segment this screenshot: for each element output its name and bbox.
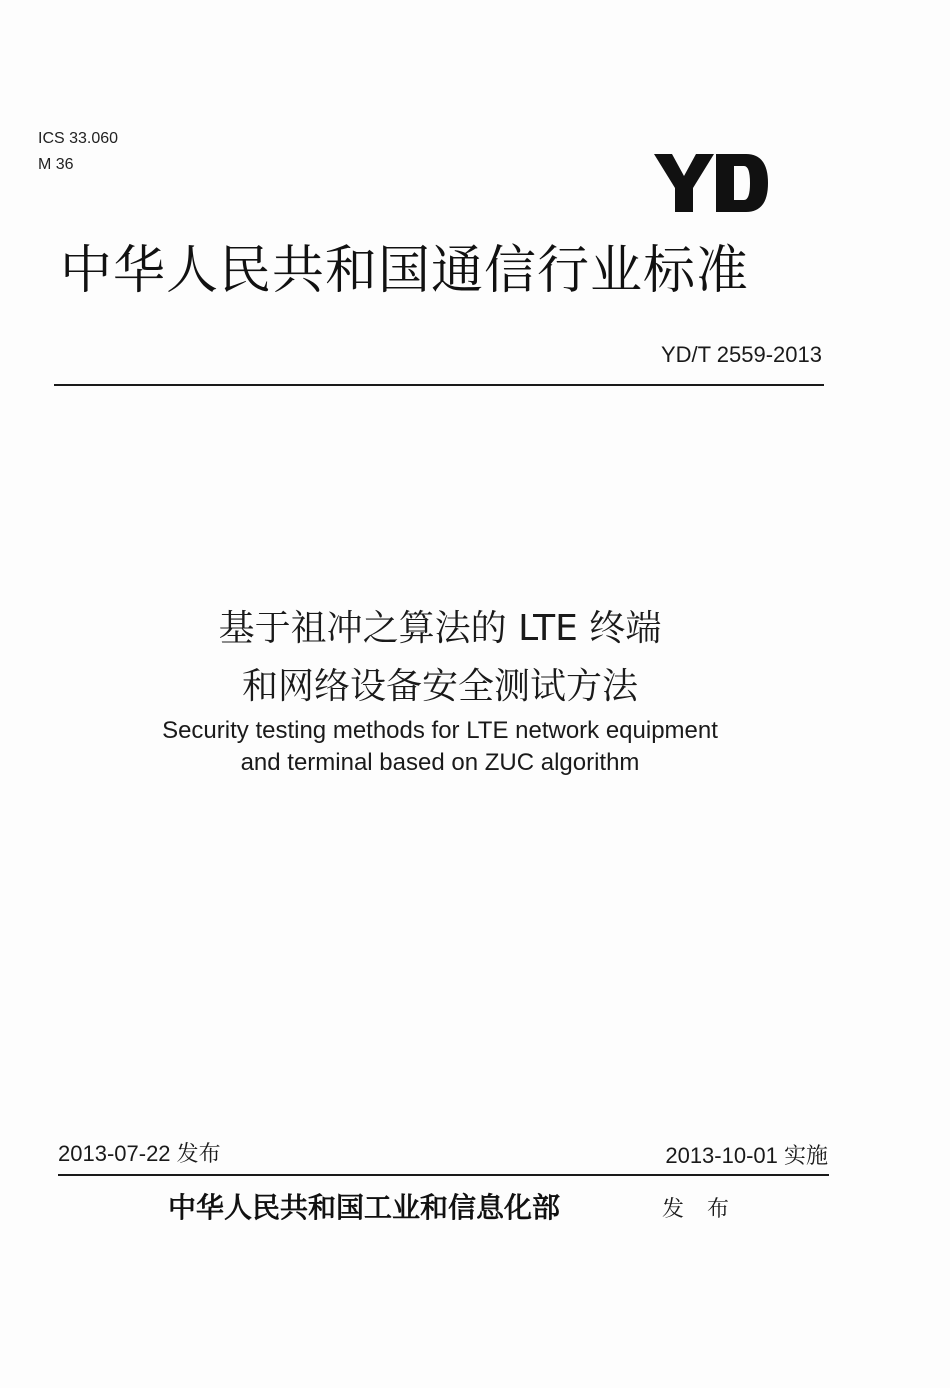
issuing-authority: 中华人民共和国工业和信息化部 — [168, 1191, 561, 1224]
footer-divider — [58, 1174, 829, 1176]
issue-date: 2013-07-22 发布 — [58, 1141, 221, 1166]
implementation-date: 2013-10-01 实施 — [665, 1143, 828, 1168]
org-title: 中华人民共和国通信行业标准 — [60, 241, 750, 301]
chinese-title-line-2: 和网络设备安全测试方法 — [241, 666, 638, 707]
chinese-title-line-1: 基于祖冲之算法的 LTE 终端 — [218, 608, 662, 649]
english-title-line-1: Security testing methods for LTE network equipment — [162, 717, 718, 744]
standard-number: YD/T 2559-2013 — [660, 342, 822, 367]
header-divider — [54, 384, 824, 386]
classification-codes — [38, 126, 118, 178]
ccs-code: M 36 — [38, 156, 74, 173]
issuing-verb: 发 布 — [662, 1197, 737, 1222]
yd-logo — [652, 150, 770, 216]
english-title-line-2: and terminal based on ZUC algorithm — [240, 749, 640, 776]
ics-code: ICS 33.060 — [38, 130, 119, 147]
